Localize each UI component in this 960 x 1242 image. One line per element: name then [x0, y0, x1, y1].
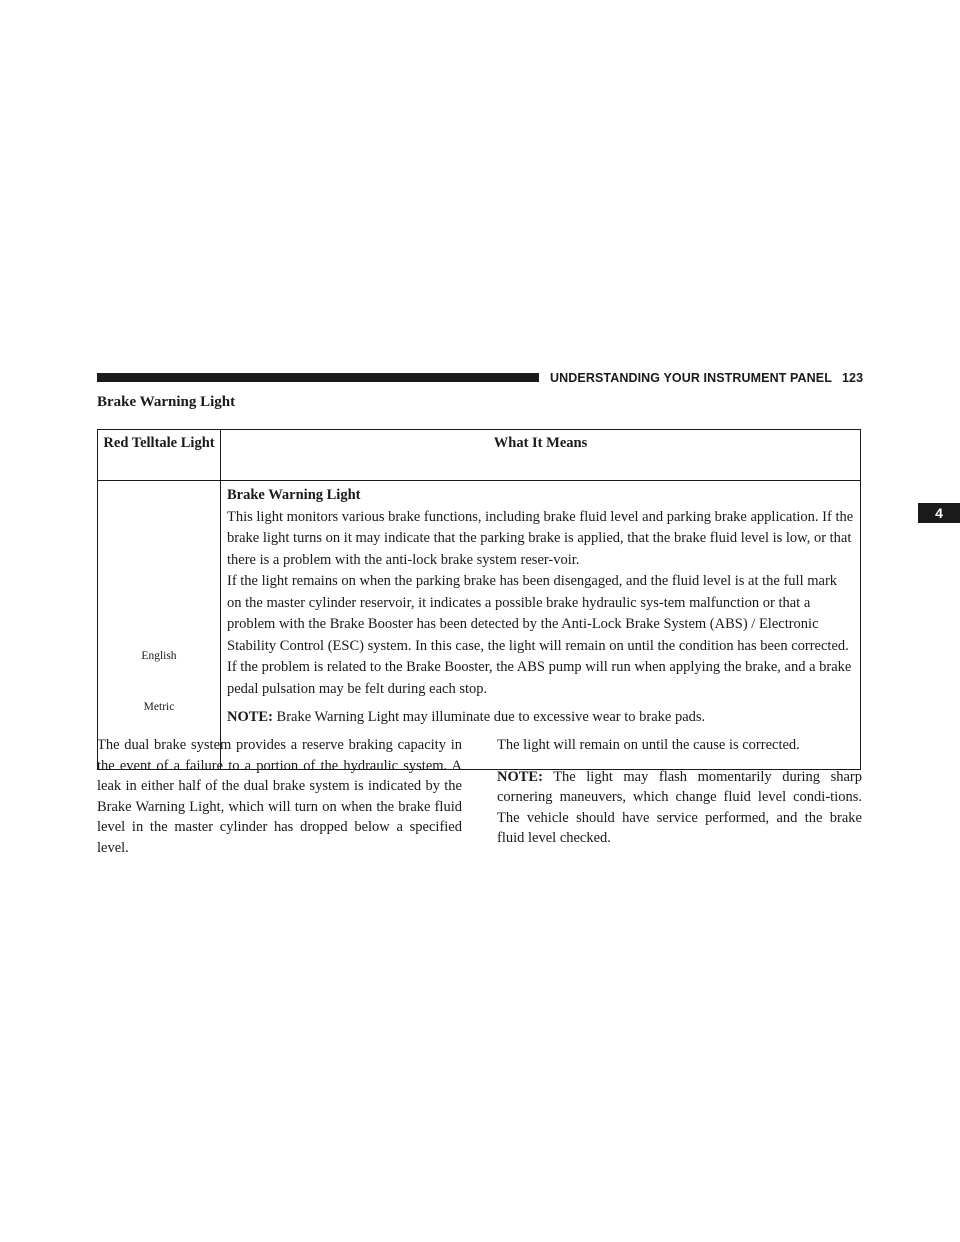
chapter-tab: 4 — [918, 503, 960, 523]
running-header — [550, 371, 863, 385]
meaning-note — [227, 707, 854, 729]
telltale-table — [97, 429, 861, 770]
telltale-cell — [98, 481, 221, 770]
running-title: UNDERSTANDING YOUR INSTRUMENT PANEL — [550, 371, 832, 385]
note-text: Brake Warning Light may illuminate due to excessive wear to brake pads. — [276, 709, 706, 725]
meaning-title: Brake Warning Light — [227, 487, 361, 503]
header-what-it-means: What It Means — [221, 430, 861, 481]
meaning-paragraph-2: If the light remains on when the parking brake has been disengaged, and the fluid level is at the full mark on the master cylinder reservoir, it indicates a possible brake hydraulic sys-tem malfunction or that a problem with the Brake Booster has been detected by the Anti-Lock Brake System (ABS) / Electronic Stability Control (ESC) system. In this case, the light will remain on until the condition has been corrected. If the problem is related to the Brake Booster, the ABS pump will run when applying the brake, and a brake pedal pulsation may be felt during each stop. — [227, 573, 852, 697]
body-note — [497, 767, 862, 849]
header-rule — [97, 373, 539, 382]
body-note-label: NOTE: — [497, 768, 543, 785]
table-row — [98, 481, 861, 770]
body-column-left — [97, 735, 462, 869]
meaning-cell — [221, 481, 861, 770]
body-column-right — [497, 735, 862, 860]
body-note-text: The light may flash momentarily during sharp cornering maneuvers, which change fluid level condi-tions. The vehicle should have service performed, and the brake fluid level checked. — [497, 768, 862, 846]
telltale-label-metric: Metric — [143, 701, 175, 713]
header-red-telltale-light: Red Telltale Light — [98, 430, 221, 481]
meaning-paragraph-1: This light monitors various brake functions, including brake fluid level and parking brake application. If the brake light turns on it may indicate that the parking brake is applied, that the brake fluid level is low, or that there is a problem with the anti-lock brake system reser-voir. — [227, 508, 854, 568]
section-title: Brake Warning Light — [97, 394, 236, 410]
table-header-row — [98, 430, 861, 481]
body-paragraph-light-remains: The light will remain on until the cause is corrected. — [497, 737, 800, 753]
body-paragraph-dual-brake: The dual brake system provides a reserve braking capacity in the event of a failure to a portion of the hydraulic system. A leak in either half of the dual brake system is indicated by the Brake Warning Light, which will turn on when the brake fluid level in the master cylinder has dropped below a specified level. — [97, 737, 462, 856]
telltale-label-english: English — [141, 650, 177, 662]
page-number: 123 — [841, 371, 864, 385]
note-label: NOTE: — [227, 709, 273, 725]
